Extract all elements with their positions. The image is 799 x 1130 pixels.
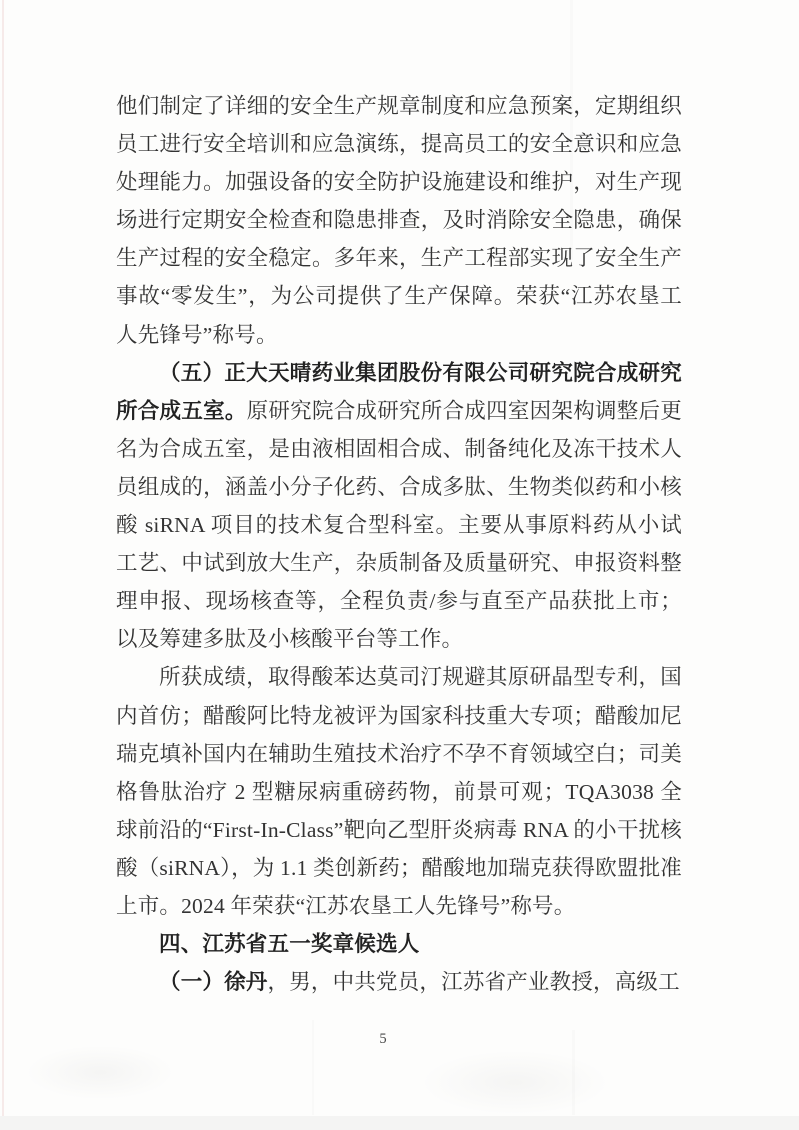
bold-text-run: （一）徐丹 xyxy=(159,970,268,995)
paragraph-candidate-xu-dan xyxy=(116,963,682,1001)
scan-smudge xyxy=(420,1050,610,1115)
scan-smudge xyxy=(25,1045,175,1100)
paragraph-section-five xyxy=(116,354,682,659)
paragraph-achievements xyxy=(116,658,682,925)
scan-edge-line xyxy=(2,0,4,1130)
bold-text-run: （五）正大天晴药业集团股份有限公司研究院合成研究所合成五室。 xyxy=(116,360,682,423)
text-run: 他们制定了详细的安全生产规章制度和应急预案，定期组织员工进行安全培训和应急演练，提高员工的安全意识和应急处理能力。加强设备的安全防护设施建设和维护，对生产现场进行定期安全检查和隐患排查，及时消除安全隐患，确保生产过程的安全稳定。多年来，生产工程部实现了安全生产事故“零发生”，为公司提供了生产保障。荣获“江苏农垦工人先锋号”称号。 xyxy=(116,94,682,347)
bold-text-run: 四、江苏省五一奖章候选人 xyxy=(159,932,420,957)
paragraph-safety-continuation xyxy=(116,87,682,354)
page-number: 5 xyxy=(379,1031,387,1047)
document-body xyxy=(116,87,682,1001)
scan-bottom-band xyxy=(0,1116,799,1130)
text-run: ，男，中共党员，江苏省产业教授，高级工 xyxy=(267,970,680,995)
text-run: 所获成绩，取得酸苯达莫司汀规避其原研晶型专利，国内首仿；醋酸阿比特龙被评为国家科技重大专项；醋酸加尼瑞克填补国内在辅助生殖技术治疗不孕不育领域空白；司美格鲁肽治疗 2 型糖尿病重磅药物，前景可观；TQA3038 全球前沿的“First-In-Class”靶向乙型肝炎病毒 RNA 的小干扰核酸（siRNA），为 1.1 类创新药；醋酸地加瑞克获得欧盟批准上市。2024 年荣获“江苏农垦工人先锋号”称号。 xyxy=(116,665,683,918)
text-run: 原研究院合成研究所合成四室因架构调整后更名为合成五室，是由液相固相合成、制备纯化及冻干技术人员组成的，涵盖小分子化药、合成多肽、生物类似药和小核酸 siRNA 项目的技术复合型科室。主要从事原料药从小试工艺、中试到放大生产，杂质制备及质量研究、申报资料整理申报、现场核查等，全程负责/参与直至产品获批上市；以及筹建多肽及小核酸平台等工作。 xyxy=(116,398,682,652)
heading-section-four xyxy=(116,925,682,963)
